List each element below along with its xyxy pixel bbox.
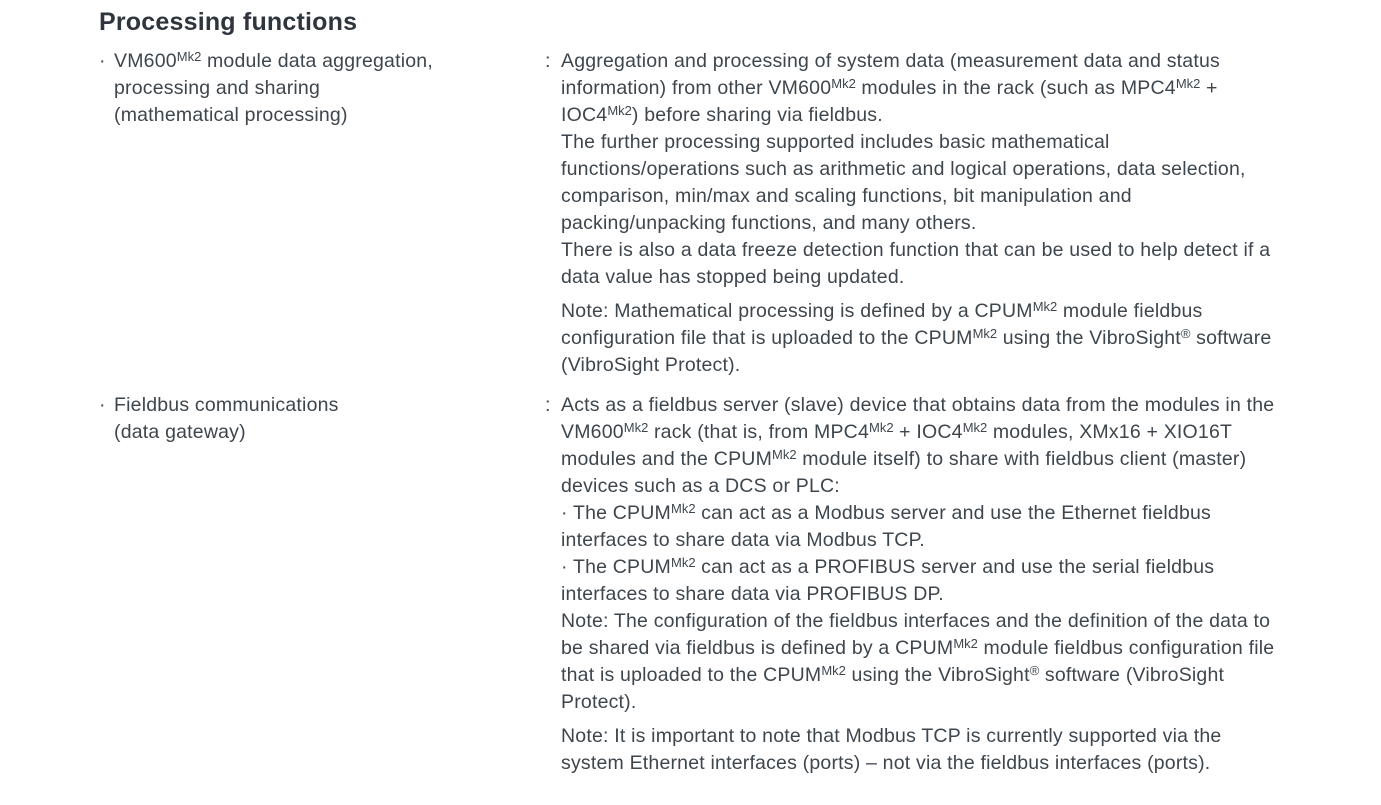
superscript-text: Mk2 (607, 103, 632, 118)
bullet-icon: · (99, 394, 106, 416)
term-line (114, 102, 545, 129)
text-segment: module data aggregation, (201, 50, 433, 72)
text-segment: using the VibroSight (997, 327, 1181, 349)
term (99, 392, 545, 446)
text-segment: There is also a data freeze detection function that can be used to help detect if a data value has stopped being updated. (561, 239, 1271, 288)
colon-separator: : (545, 50, 551, 72)
term-line (114, 48, 545, 75)
text-segment: + IOC4 (893, 421, 963, 443)
term (99, 48, 545, 129)
text-segment: Note: The configuration of the fieldbus interfaces and the definition of the data to be shared via fieldbus is defined by a CPUM (561, 610, 1271, 659)
superscript-text: Mk2 (962, 420, 988, 435)
text-segment: (data gateway) (114, 421, 246, 443)
text-segment: + IOC4 (561, 77, 1218, 126)
superscript-text: Mk2 (772, 447, 797, 462)
text-segment: software (VibroSight Protect). (561, 327, 1272, 376)
definition (561, 392, 1289, 777)
term-text (114, 48, 545, 129)
superscript-text: Mk2 (176, 49, 202, 64)
text-segment: software (VibroSight Protect). (561, 664, 1225, 713)
text-segment: Acts as a fieldbus server (slave) device that obtains data from the modules in the VM600 (561, 394, 1275, 443)
definition-paragraph (561, 48, 1289, 129)
superscript-text: ® (1029, 663, 1040, 678)
definition-paragraph (561, 500, 1289, 554)
superscript-text: Mk2 (671, 555, 696, 570)
term-line (114, 75, 545, 102)
definition-paragraph (561, 723, 1289, 777)
term-line (114, 392, 545, 419)
superscript-text: Mk2 (831, 76, 856, 91)
definition-paragraph (561, 237, 1289, 291)
text-segment: · The CPUM (561, 556, 671, 578)
definition-row (99, 48, 1311, 379)
superscript-text: Mk2 (623, 420, 649, 435)
definition-paragraph (561, 608, 1289, 716)
text-segment: (mathematical processing) (114, 104, 348, 126)
definition-paragraph (561, 298, 1289, 379)
text-segment: ) before sharing via fieldbus. (631, 104, 883, 126)
definition-paragraph (561, 129, 1289, 237)
text-segment: modules, XMx16 + XIO16T modules and the CPUM (561, 421, 1232, 470)
text-segment: module fieldbus configuration file that is uploaded to the CPUM (561, 637, 1275, 686)
superscript-text: Mk2 (868, 420, 894, 435)
text-segment: VM600 (114, 50, 177, 72)
superscript-text: Mk2 (821, 663, 846, 678)
page-title: Processing functions (99, 8, 358, 36)
text-segment: module itself) to share with fieldbus client (master) devices such as a DCS or PLC: (561, 448, 1247, 497)
term-text (114, 392, 545, 446)
superscript-text: Mk2 (1175, 76, 1201, 91)
text-segment: can act as a Modbus server and use the Ethernet fieldbus interfaces to share data via Modbus TCP. (561, 502, 1212, 551)
text-segment: The further processing supported includes basic mathematical functions/operations such as arithmetic and logical operations, data selection, comparison, min/max and scaling functions, bit manipulation and packing/unpacking functions, and many others. (561, 131, 1246, 234)
superscript-text: ® (1180, 326, 1191, 341)
text-segment: Aggregation and processing of system data (measurement data and status information) from other VM600 (561, 50, 1220, 99)
definition-paragraph (561, 554, 1289, 608)
superscript-text: Mk2 (972, 326, 998, 341)
text-segment: · The CPUM (561, 502, 671, 524)
text-segment: processing and sharing (114, 77, 321, 99)
term-line (114, 419, 545, 446)
definition (561, 48, 1289, 379)
superscript-text: Mk2 (1032, 299, 1058, 314)
text-segment: Fieldbus communications (114, 394, 339, 416)
definition-paragraph (561, 392, 1289, 500)
text-segment: using the VibroSight (845, 664, 1030, 686)
superscript-text: Mk2 (953, 636, 978, 651)
text-segment: modules in the rack (such as MPC4 (855, 77, 1176, 99)
text-segment: rack (that is, from MPC4 (648, 421, 869, 443)
text-segment: Note: It is important to note that Modbus TCP is currently supported via the system Ethernet interfaces (ports) – not via the fieldbus interfaces (ports). (561, 725, 1222, 774)
colon-separator: : (545, 394, 551, 416)
definition-list (99, 48, 1311, 777)
text-segment: module fieldbus configuration file that is uploaded to the CPUM (561, 300, 1203, 349)
text-segment: can act as a PROFIBUS server and use the serial fieldbus interfaces to share data via PROFIBUS DP. (561, 556, 1215, 605)
bullet-icon: · (99, 50, 106, 72)
superscript-text: Mk2 (671, 501, 696, 516)
definition-row (99, 392, 1311, 777)
text-segment: Note: Mathematical processing is defined by a CPUM (561, 300, 1033, 322)
